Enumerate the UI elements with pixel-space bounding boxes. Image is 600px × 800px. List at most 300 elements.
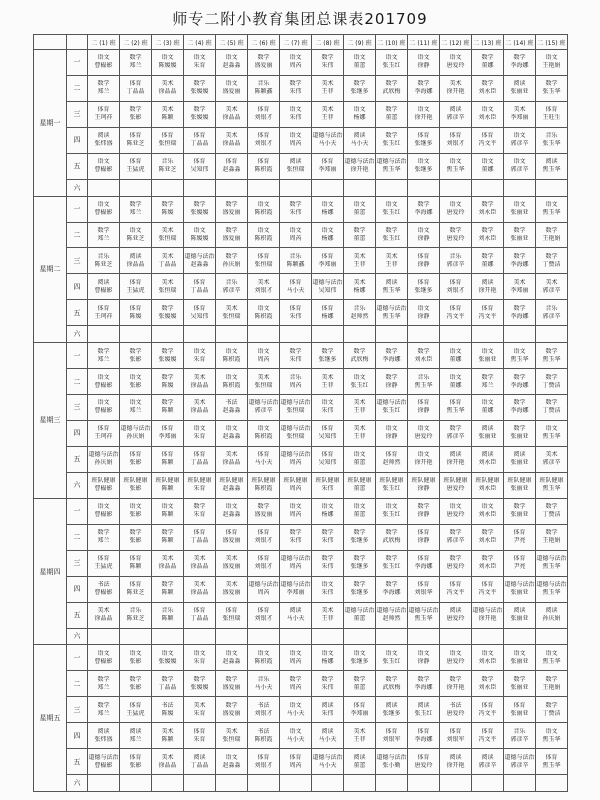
teacher-text: 张丽亚 bbox=[510, 615, 529, 623]
teacher-text: 徐晶晶 bbox=[190, 563, 209, 571]
subject-text: 数学 bbox=[513, 503, 526, 511]
teacher-text: 刘银才 bbox=[254, 615, 273, 623]
schedule-cell bbox=[376, 550, 408, 576]
schedule-cell bbox=[504, 602, 536, 628]
schedule-cell bbox=[344, 248, 376, 274]
subject-text: 数学 bbox=[545, 347, 558, 355]
teacher-text: 李郑丽 bbox=[350, 709, 369, 717]
table-row bbox=[34, 395, 568, 421]
schedule-cell bbox=[408, 550, 440, 576]
teacher-text: 刘永臣 bbox=[478, 537, 497, 545]
subject-text: 语文 bbox=[129, 503, 142, 511]
subject-text: 数学 bbox=[481, 252, 494, 260]
subject-text: 阅读 bbox=[481, 278, 494, 286]
schedule-cell bbox=[440, 274, 472, 300]
subject-text: 道德与法治 bbox=[120, 425, 151, 433]
teacher-text: 王珂祥 bbox=[94, 312, 113, 320]
schedule-cell bbox=[280, 550, 312, 576]
subject-text: 数学 bbox=[385, 132, 398, 140]
schedule-cell bbox=[184, 179, 216, 196]
subject-text: 语文 bbox=[353, 54, 366, 62]
schedule-cell bbox=[376, 274, 408, 300]
subject-text: 数学 bbox=[481, 54, 494, 62]
subject-text: 道德与法治 bbox=[312, 132, 343, 140]
schedule-cell bbox=[504, 196, 536, 222]
teacher-text: 李郑丽 bbox=[318, 260, 337, 268]
subject-text: 数学 bbox=[513, 304, 526, 312]
schedule-cell bbox=[440, 550, 472, 576]
schedule-cell bbox=[152, 326, 184, 343]
schedule-cell bbox=[120, 179, 152, 196]
subject-text: 数学 bbox=[97, 347, 110, 355]
schedule-cell bbox=[312, 222, 344, 248]
schedule-cell bbox=[376, 498, 408, 524]
teacher-text: 王菲 bbox=[353, 407, 366, 415]
subject-text: 语文 bbox=[513, 158, 526, 166]
teacher-text: 陈积霞 bbox=[254, 433, 273, 441]
subject-text: 语文 bbox=[289, 701, 302, 709]
schedule-cell bbox=[536, 498, 568, 524]
subject-text: 美术 bbox=[225, 581, 238, 589]
subject-text: 音乐 bbox=[97, 252, 110, 260]
teacher-text: 唐爱玲 bbox=[446, 709, 465, 717]
subject-text: 语文 bbox=[289, 727, 302, 735]
schedule-cell bbox=[440, 179, 472, 196]
table-row bbox=[34, 222, 568, 248]
teacher-text: 董蕾 bbox=[353, 459, 366, 467]
teacher-text: 朱育 bbox=[193, 735, 206, 743]
subject-text: 语文 bbox=[417, 106, 430, 114]
schedule-cell bbox=[216, 248, 248, 274]
schedule-cell bbox=[120, 75, 152, 101]
subject-text: 道德与法治 bbox=[280, 451, 311, 459]
teacher-text: 郭彦辛 bbox=[478, 761, 497, 769]
schedule-cell bbox=[440, 196, 472, 222]
subject-text: 数学 bbox=[545, 226, 558, 234]
teacher-text: 赵淼淼 bbox=[190, 260, 209, 268]
schedule-cell bbox=[248, 248, 280, 274]
table-row bbox=[34, 274, 568, 300]
schedule-cell bbox=[280, 576, 312, 602]
schedule-cell bbox=[280, 153, 312, 179]
teacher-text: 郭彦辛 bbox=[542, 312, 561, 320]
subject-text: 班队健康 bbox=[379, 477, 404, 485]
schedule-cell bbox=[88, 576, 120, 602]
schedule-cell bbox=[88, 248, 120, 274]
subject-text: 班队健康 bbox=[123, 477, 148, 485]
subject-text: 语文 bbox=[353, 649, 366, 657]
teacher-text: 张恒瑞 bbox=[254, 381, 273, 389]
subject-text: 美术 bbox=[225, 555, 238, 563]
teacher-text: 盛爱丽 bbox=[222, 683, 241, 691]
teacher-text: 张影 bbox=[129, 114, 142, 122]
schedule-cell bbox=[376, 343, 408, 369]
schedule-cell bbox=[88, 101, 120, 127]
subject-text: 道德与法治 bbox=[280, 581, 311, 589]
subject-text: 数学 bbox=[353, 555, 366, 563]
schedule-cell bbox=[248, 326, 280, 343]
subject-text: 数学 bbox=[417, 201, 430, 209]
subject-text: 数学 bbox=[545, 252, 558, 260]
teacher-text: 张玉红 bbox=[382, 657, 401, 665]
teacher-text: 焦玉华 bbox=[542, 355, 561, 363]
teacher-text: 张玉红 bbox=[382, 485, 401, 493]
schedule-cell bbox=[248, 153, 280, 179]
teacher-text: 周芮 bbox=[257, 589, 270, 597]
subject-text: 体育 bbox=[321, 451, 334, 459]
schedule-cell bbox=[344, 602, 376, 628]
teacher-text: 董娜 bbox=[481, 407, 494, 415]
period-label: 六 bbox=[67, 628, 88, 645]
subject-text: 音乐 bbox=[225, 278, 238, 286]
subject-text: 体育 bbox=[129, 581, 142, 589]
subject-text: 数学 bbox=[161, 373, 174, 381]
teacher-text: 周芮 bbox=[289, 485, 302, 493]
schedule-cell bbox=[504, 472, 536, 498]
teacher-text: 张媛媛 bbox=[158, 657, 177, 665]
schedule-cell bbox=[472, 153, 504, 179]
schedule-cell bbox=[344, 75, 376, 101]
teacher-text: 张影 bbox=[129, 761, 142, 769]
schedule-cell bbox=[184, 343, 216, 369]
schedule-cell bbox=[440, 222, 472, 248]
period-label: 二 bbox=[67, 369, 88, 395]
schedule-cell bbox=[184, 153, 216, 179]
teacher-text: 张恒瑞 bbox=[286, 407, 305, 415]
schedule-cell bbox=[152, 472, 184, 498]
subject-text: 数学 bbox=[321, 347, 334, 355]
subject-text: 数学 bbox=[385, 80, 398, 88]
teacher-text: 焦玉华 bbox=[414, 381, 433, 389]
schedule-cell bbox=[408, 576, 440, 602]
subject-text: 体育 bbox=[289, 278, 302, 286]
teacher-text: 张丽亚 bbox=[510, 88, 529, 96]
teacher-text: 刘银才 bbox=[254, 140, 273, 148]
teacher-text: 朱育 bbox=[193, 62, 206, 70]
period-label: 二 bbox=[67, 671, 88, 697]
teacher-text: 郭彦辛 bbox=[542, 286, 561, 294]
schedule-cell bbox=[152, 671, 184, 697]
schedule-cell bbox=[504, 550, 536, 576]
teacher-text: 孙庆娟 bbox=[126, 433, 145, 441]
schedule-cell bbox=[408, 697, 440, 723]
schedule-cell bbox=[440, 127, 472, 153]
teacher-text: 丁晶晶 bbox=[190, 761, 209, 769]
teacher-text: 丁赞洁 bbox=[542, 407, 561, 415]
teacher-text: 刘银华 bbox=[414, 589, 433, 597]
subject-text: 数学 bbox=[545, 373, 558, 381]
schedule-cell bbox=[376, 671, 408, 697]
teacher-text: 王猛虎 bbox=[126, 709, 145, 717]
subject-text: 语文 bbox=[225, 347, 238, 355]
subject-text: 数学 bbox=[193, 106, 206, 114]
teacher-text: 郑兰 bbox=[129, 407, 142, 415]
schedule-cell bbox=[184, 420, 216, 446]
table-row bbox=[34, 697, 568, 723]
schedule-cell bbox=[184, 326, 216, 343]
schedule-cell bbox=[312, 749, 344, 775]
teacher-text: 张继多 bbox=[350, 563, 369, 571]
teacher-text: 周芮 bbox=[289, 234, 302, 242]
schedule-cell bbox=[440, 602, 472, 628]
subject-text: 体育 bbox=[257, 753, 270, 761]
teacher-text: 徐静 bbox=[417, 407, 430, 415]
corner-cell bbox=[34, 35, 67, 50]
schedule-cell bbox=[440, 446, 472, 472]
teacher-text: 陈颖 bbox=[161, 407, 174, 415]
schedule-cell bbox=[280, 697, 312, 723]
teacher-text: 尹亮 bbox=[513, 563, 526, 571]
schedule-cell bbox=[536, 723, 568, 749]
subject-text: 班队健康 bbox=[507, 477, 532, 485]
teacher-text: 张继多 bbox=[414, 286, 433, 294]
table-row bbox=[34, 179, 568, 196]
subject-text: 语文 bbox=[481, 347, 494, 355]
subject-text: 体育 bbox=[193, 158, 206, 166]
subject-text: 数学 bbox=[449, 226, 462, 234]
schedule-cell bbox=[152, 395, 184, 421]
schedule-cell bbox=[248, 222, 280, 248]
teacher-text: 徐静 bbox=[385, 381, 398, 389]
teacher-text: 唐爱玲 bbox=[446, 615, 465, 623]
schedule-cell bbox=[344, 749, 376, 775]
teacher-text: 张丽亚 bbox=[510, 209, 529, 217]
schedule-cell bbox=[280, 472, 312, 498]
table-row bbox=[34, 472, 568, 498]
subject-text: 体育 bbox=[417, 278, 430, 286]
table-row bbox=[34, 723, 568, 749]
schedule-cell bbox=[472, 326, 504, 343]
teacher-text: 董蕾 bbox=[353, 62, 366, 70]
teacher-text: 陈亚芝 bbox=[126, 615, 145, 623]
schedule-cell bbox=[536, 645, 568, 671]
subject-text: 美术 bbox=[97, 607, 110, 615]
subject-text: 数学 bbox=[257, 54, 270, 62]
schedule-cell bbox=[472, 196, 504, 222]
subject-text: 阅读 bbox=[353, 753, 366, 761]
teacher-text: 张玉红 bbox=[414, 709, 433, 717]
teacher-text: 马小天 bbox=[286, 615, 305, 623]
subject-text: 数学 bbox=[417, 503, 430, 511]
schedule-cell bbox=[408, 395, 440, 421]
teacher-text: 朱伟 bbox=[289, 537, 302, 545]
schedule-cell bbox=[536, 369, 568, 395]
table-row bbox=[34, 602, 568, 628]
teacher-text: 王菲 bbox=[385, 260, 398, 268]
subject-text: 数学 bbox=[225, 201, 238, 209]
teacher-text: 盛爱丽 bbox=[254, 511, 273, 519]
schedule-cell bbox=[344, 775, 376, 792]
subject-text: 语文 bbox=[385, 201, 398, 209]
column-header: 二 (9) 班 bbox=[344, 35, 376, 50]
schedule-cell bbox=[536, 343, 568, 369]
subject-text: 数学 bbox=[417, 675, 430, 683]
teacher-text: 赵淼淼 bbox=[222, 761, 241, 769]
subject-text: 阅读 bbox=[545, 158, 558, 166]
teacher-text: 马小天 bbox=[318, 140, 337, 148]
schedule-cell bbox=[472, 222, 504, 248]
schedule-cell bbox=[472, 628, 504, 645]
subject-text: 语文 bbox=[449, 347, 462, 355]
schedule-cell bbox=[280, 524, 312, 550]
subject-text: 语文 bbox=[545, 54, 558, 62]
schedule-cell bbox=[248, 369, 280, 395]
teacher-text: 孙庆娟 bbox=[542, 615, 561, 623]
teacher-text: 曹榀影 bbox=[94, 485, 113, 493]
subject-text: 数学 bbox=[321, 675, 334, 683]
schedule-cell bbox=[344, 222, 376, 248]
schedule-cell bbox=[152, 697, 184, 723]
teacher-text: 焦玉华 bbox=[542, 657, 561, 665]
schedule-cell bbox=[152, 248, 184, 274]
teacher-text: 刘永臣 bbox=[478, 563, 497, 571]
teacher-text: 刘永臣 bbox=[478, 511, 497, 519]
subject-text: 语文 bbox=[417, 158, 430, 166]
subject-text: 语文 bbox=[97, 201, 110, 209]
subject-text: 语文 bbox=[481, 158, 494, 166]
schedule-cell bbox=[88, 602, 120, 628]
teacher-text: 刘银才 bbox=[446, 140, 465, 148]
teacher-text: 焦玉华 bbox=[414, 615, 433, 623]
teacher-text: 王旺生 bbox=[542, 114, 561, 122]
teacher-text: 孙庆娟 bbox=[222, 260, 241, 268]
subject-text: 阅读 bbox=[481, 753, 494, 761]
schedule-cell bbox=[280, 645, 312, 671]
subject-text: 数学 bbox=[545, 675, 558, 683]
teacher-text: 丁晶晶 bbox=[190, 537, 209, 545]
teacher-text: 刘银军 bbox=[446, 735, 465, 743]
subject-text: 语文 bbox=[417, 451, 430, 459]
schedule-cell bbox=[376, 369, 408, 395]
teacher-text: 张媛媛 bbox=[190, 114, 209, 122]
teacher-text: 曹榀影 bbox=[94, 286, 113, 294]
table-row bbox=[34, 576, 568, 602]
teacher-text: 陈媛 bbox=[161, 709, 174, 717]
schedule-cell bbox=[120, 127, 152, 153]
teacher-text: 陈积霞 bbox=[254, 735, 273, 743]
teacher-text: 丁赞洁 bbox=[542, 511, 561, 519]
teacher-text: 郑兰 bbox=[129, 62, 142, 70]
teacher-text: 唐爱玲 bbox=[414, 761, 433, 769]
schedule-cell bbox=[504, 101, 536, 127]
schedule-cell bbox=[120, 222, 152, 248]
teacher-text: 董蕾 bbox=[353, 511, 366, 519]
teacher-text: 刘永臣 bbox=[478, 657, 497, 665]
schedule-cell bbox=[536, 602, 568, 628]
period-label: 一 bbox=[67, 498, 88, 524]
teacher-text: 李海娜 bbox=[414, 735, 433, 743]
subject-text: 体育 bbox=[257, 451, 270, 459]
teacher-text: 李海娜 bbox=[414, 563, 433, 571]
subject-text: 班队健康 bbox=[155, 477, 180, 485]
subject-text: 体育 bbox=[161, 132, 174, 140]
subject-text: 体育 bbox=[257, 106, 270, 114]
schedule-cell bbox=[248, 602, 280, 628]
schedule-cell bbox=[184, 697, 216, 723]
teacher-text: 周芮 bbox=[289, 761, 302, 769]
schedule-cell bbox=[344, 196, 376, 222]
teacher-text: 郑兰 bbox=[97, 88, 110, 96]
schedule-cell bbox=[88, 196, 120, 222]
schedule-cell bbox=[88, 274, 120, 300]
subject-text: 语文 bbox=[193, 226, 206, 234]
schedule-cell bbox=[312, 153, 344, 179]
schedule-cell bbox=[216, 326, 248, 343]
schedule-cell bbox=[440, 628, 472, 645]
schedule-cell bbox=[280, 395, 312, 421]
schedule-cell bbox=[184, 550, 216, 576]
schedule-cell bbox=[504, 628, 536, 645]
schedule-cell bbox=[152, 222, 184, 248]
schedule-cell bbox=[184, 671, 216, 697]
period-label: 四 bbox=[67, 576, 88, 602]
schedule-cell bbox=[376, 179, 408, 196]
subject-text: 数学 bbox=[225, 675, 238, 683]
subject-text: 体育 bbox=[417, 753, 430, 761]
schedule-cell bbox=[88, 446, 120, 472]
teacher-text: 马小天 bbox=[318, 735, 337, 743]
subject-text: 美术 bbox=[225, 106, 238, 114]
schedule-cell bbox=[184, 472, 216, 498]
teacher-text: 曹榀影 bbox=[94, 166, 113, 174]
schedule-cell bbox=[152, 127, 184, 153]
subject-text: 语文 bbox=[289, 54, 302, 62]
schedule-cell bbox=[184, 127, 216, 153]
period-label: 二 bbox=[67, 75, 88, 101]
teacher-text: 丁晶晶 bbox=[126, 88, 145, 96]
subject-text: 数学 bbox=[449, 529, 462, 537]
subject-text: 班队健康 bbox=[443, 477, 468, 485]
period-label: 五 bbox=[67, 153, 88, 179]
schedule-cell bbox=[184, 498, 216, 524]
subject-text: 语文 bbox=[193, 54, 206, 62]
period-label: 三 bbox=[67, 395, 88, 421]
subject-text: 语文 bbox=[545, 201, 558, 209]
subject-text: 体育 bbox=[385, 451, 398, 459]
teacher-text: 刘永臣 bbox=[414, 355, 433, 363]
subject-text: 班队健康 bbox=[187, 477, 212, 485]
subject-text: 阅读 bbox=[129, 727, 142, 735]
teacher-text: 朱伟 bbox=[289, 355, 302, 363]
teacher-text: 李海娜 bbox=[414, 88, 433, 96]
teacher-text: 张玉华 bbox=[542, 88, 561, 96]
teacher-text: 郭彦辛 bbox=[446, 537, 465, 545]
subject-text: 语文 bbox=[513, 132, 526, 140]
subject-text: 道德与法治 bbox=[536, 581, 567, 589]
schedule-cell bbox=[312, 395, 344, 421]
schedule-cell bbox=[184, 50, 216, 76]
schedule-cell bbox=[120, 274, 152, 300]
subject-text: 美术 bbox=[161, 252, 174, 260]
schedule-cell bbox=[120, 697, 152, 723]
schedule-cell bbox=[120, 628, 152, 645]
teacher-text: 张媛媛 bbox=[190, 88, 209, 96]
subject-text: 数学 bbox=[161, 304, 174, 312]
table-row bbox=[34, 248, 568, 274]
schedule-cell bbox=[440, 101, 472, 127]
subject-text: 体育 bbox=[289, 304, 302, 312]
teacher-text: 杨娜 bbox=[321, 312, 334, 320]
schedule-cell bbox=[120, 248, 152, 274]
teacher-text: 郑兰 bbox=[129, 209, 142, 217]
schedule-cell bbox=[184, 222, 216, 248]
subject-text: 体育 bbox=[129, 555, 142, 563]
teacher-text: 冯文平 bbox=[478, 735, 497, 743]
schedule-cell bbox=[312, 369, 344, 395]
subject-text: 美术 bbox=[225, 132, 238, 140]
subject-text: 阅读 bbox=[97, 278, 110, 286]
teacher-text: 尹亮 bbox=[513, 537, 526, 545]
